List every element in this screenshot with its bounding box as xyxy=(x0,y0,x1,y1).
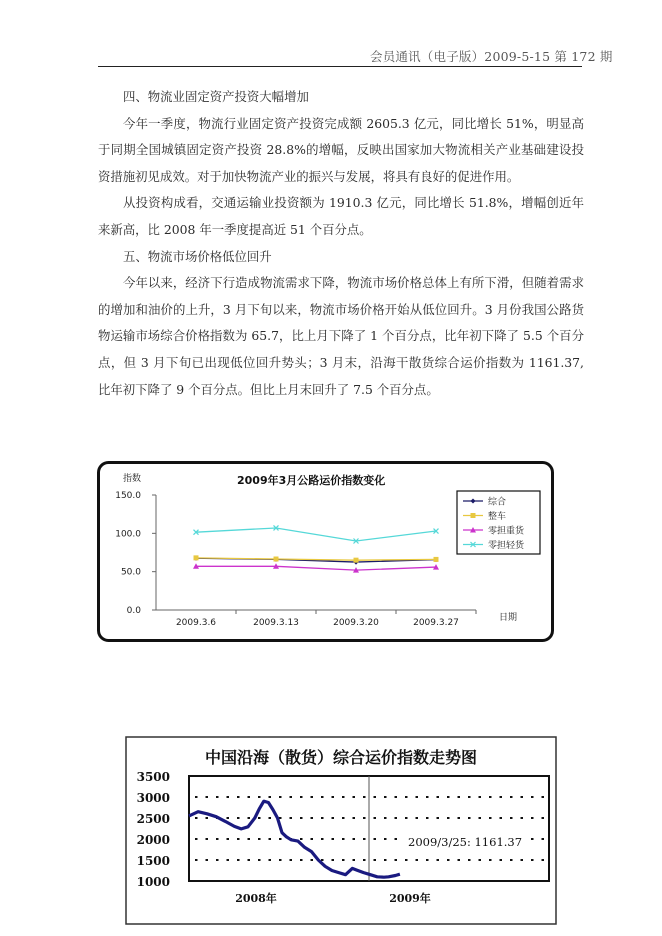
header-divider xyxy=(98,66,582,67)
chart2-ytick-label: 3500 xyxy=(136,770,170,784)
chart2-ytick-label: 1000 xyxy=(136,875,170,889)
chart1-ytick-label: 0.0 xyxy=(126,606,141,616)
section-heading-5: 五、物流市场价格低位回升 xyxy=(123,248,272,264)
chart1-ytick-label: 50.0 xyxy=(120,567,141,578)
chart2-xlabel-2009: 2009年 xyxy=(389,892,431,905)
chart1-xtick-label: 2009.3.20 xyxy=(333,618,379,628)
chart1-legend-label: 综合 xyxy=(488,497,507,508)
chart2-ytick-label: 2000 xyxy=(136,833,170,847)
chart1-ytick-label: 100.0 xyxy=(115,529,141,540)
section-heading-4: 四、物流业固定资产投资大幅增加 xyxy=(123,89,309,104)
chart1-legend-label: 零担轻货 xyxy=(488,541,525,551)
chart1-ytick-label: 150.0 xyxy=(115,491,141,501)
chart1-xtick-label: 2009.3.6 xyxy=(175,618,217,628)
chart2-title: 中国沿海（散货）综合运价指数走势图 xyxy=(204,748,478,767)
paragraph-composition: 从投资构成看，交通运输业投资额为 1910.3 亿元，同比增长 51.8%，增幅创近年来新高，比 2008 年一季度提高近 51 个百分点。 xyxy=(98,195,584,237)
coastal-bulk-freight-index-chart xyxy=(125,736,557,926)
chart1-xtick-label: 2009.3.27 xyxy=(413,618,459,628)
issue-header: 会员通讯（电子版）2009-5-15 第 172 期 xyxy=(370,49,613,64)
chart1-title: 2009年3月公路运价指数变化 xyxy=(237,474,386,487)
chart1-legend-label: 零担重货 xyxy=(488,526,525,537)
chart1-legend xyxy=(457,491,540,554)
article-body xyxy=(98,84,584,403)
chart1-legend-label: 整车 xyxy=(488,512,507,522)
paragraph-investment: 今年一季度，物流行业固定资产投资完成额 2605.3 亿元，同比增长 51%，明显高于同期全国城镇固定资产投资 28.8%的增幅，反映出国家加大物流相关产业基础建设投资措施初见成效。对于加快物流产业的振兴与发展，将具有良好的促进作用。 xyxy=(98,115,584,184)
chart2-annotation: 2009/3/25: 1161.37 xyxy=(408,835,523,849)
paragraph-prices: 今年以来，经济下行造成物流需求下降，物流市场价格总体上有所下滑，但随着需求的增加和油价的上升，3 月下旬以来，物流市场价格开始从低位回升。3 月份我国公路货物运输市场综合价格指数为 65.7，比上月下降了 1 个百分点，比年初下降了 5.5 个百分点，但 3 月下旬已出现低位回升势头；3 月末，沿海干散货综合运价指数为 1161.37, 比年初下降了 9 个百分点。但比上月末回升了 7.5 个百分点。 xyxy=(98,275,584,397)
highway-freight-index-chart xyxy=(97,461,555,643)
chart1-xtick-label: 2009.3.13 xyxy=(253,618,299,628)
chart2-ytick-label: 3000 xyxy=(136,791,170,805)
chart2-ytick-label: 1500 xyxy=(136,854,170,868)
chart2-ytick-label: 2500 xyxy=(136,812,170,826)
chart1-ylabel: 指数 xyxy=(123,474,142,484)
chart2-xlabel-2008: 2008年 xyxy=(235,892,277,905)
chart1-xlabel: 日期 xyxy=(499,613,518,623)
